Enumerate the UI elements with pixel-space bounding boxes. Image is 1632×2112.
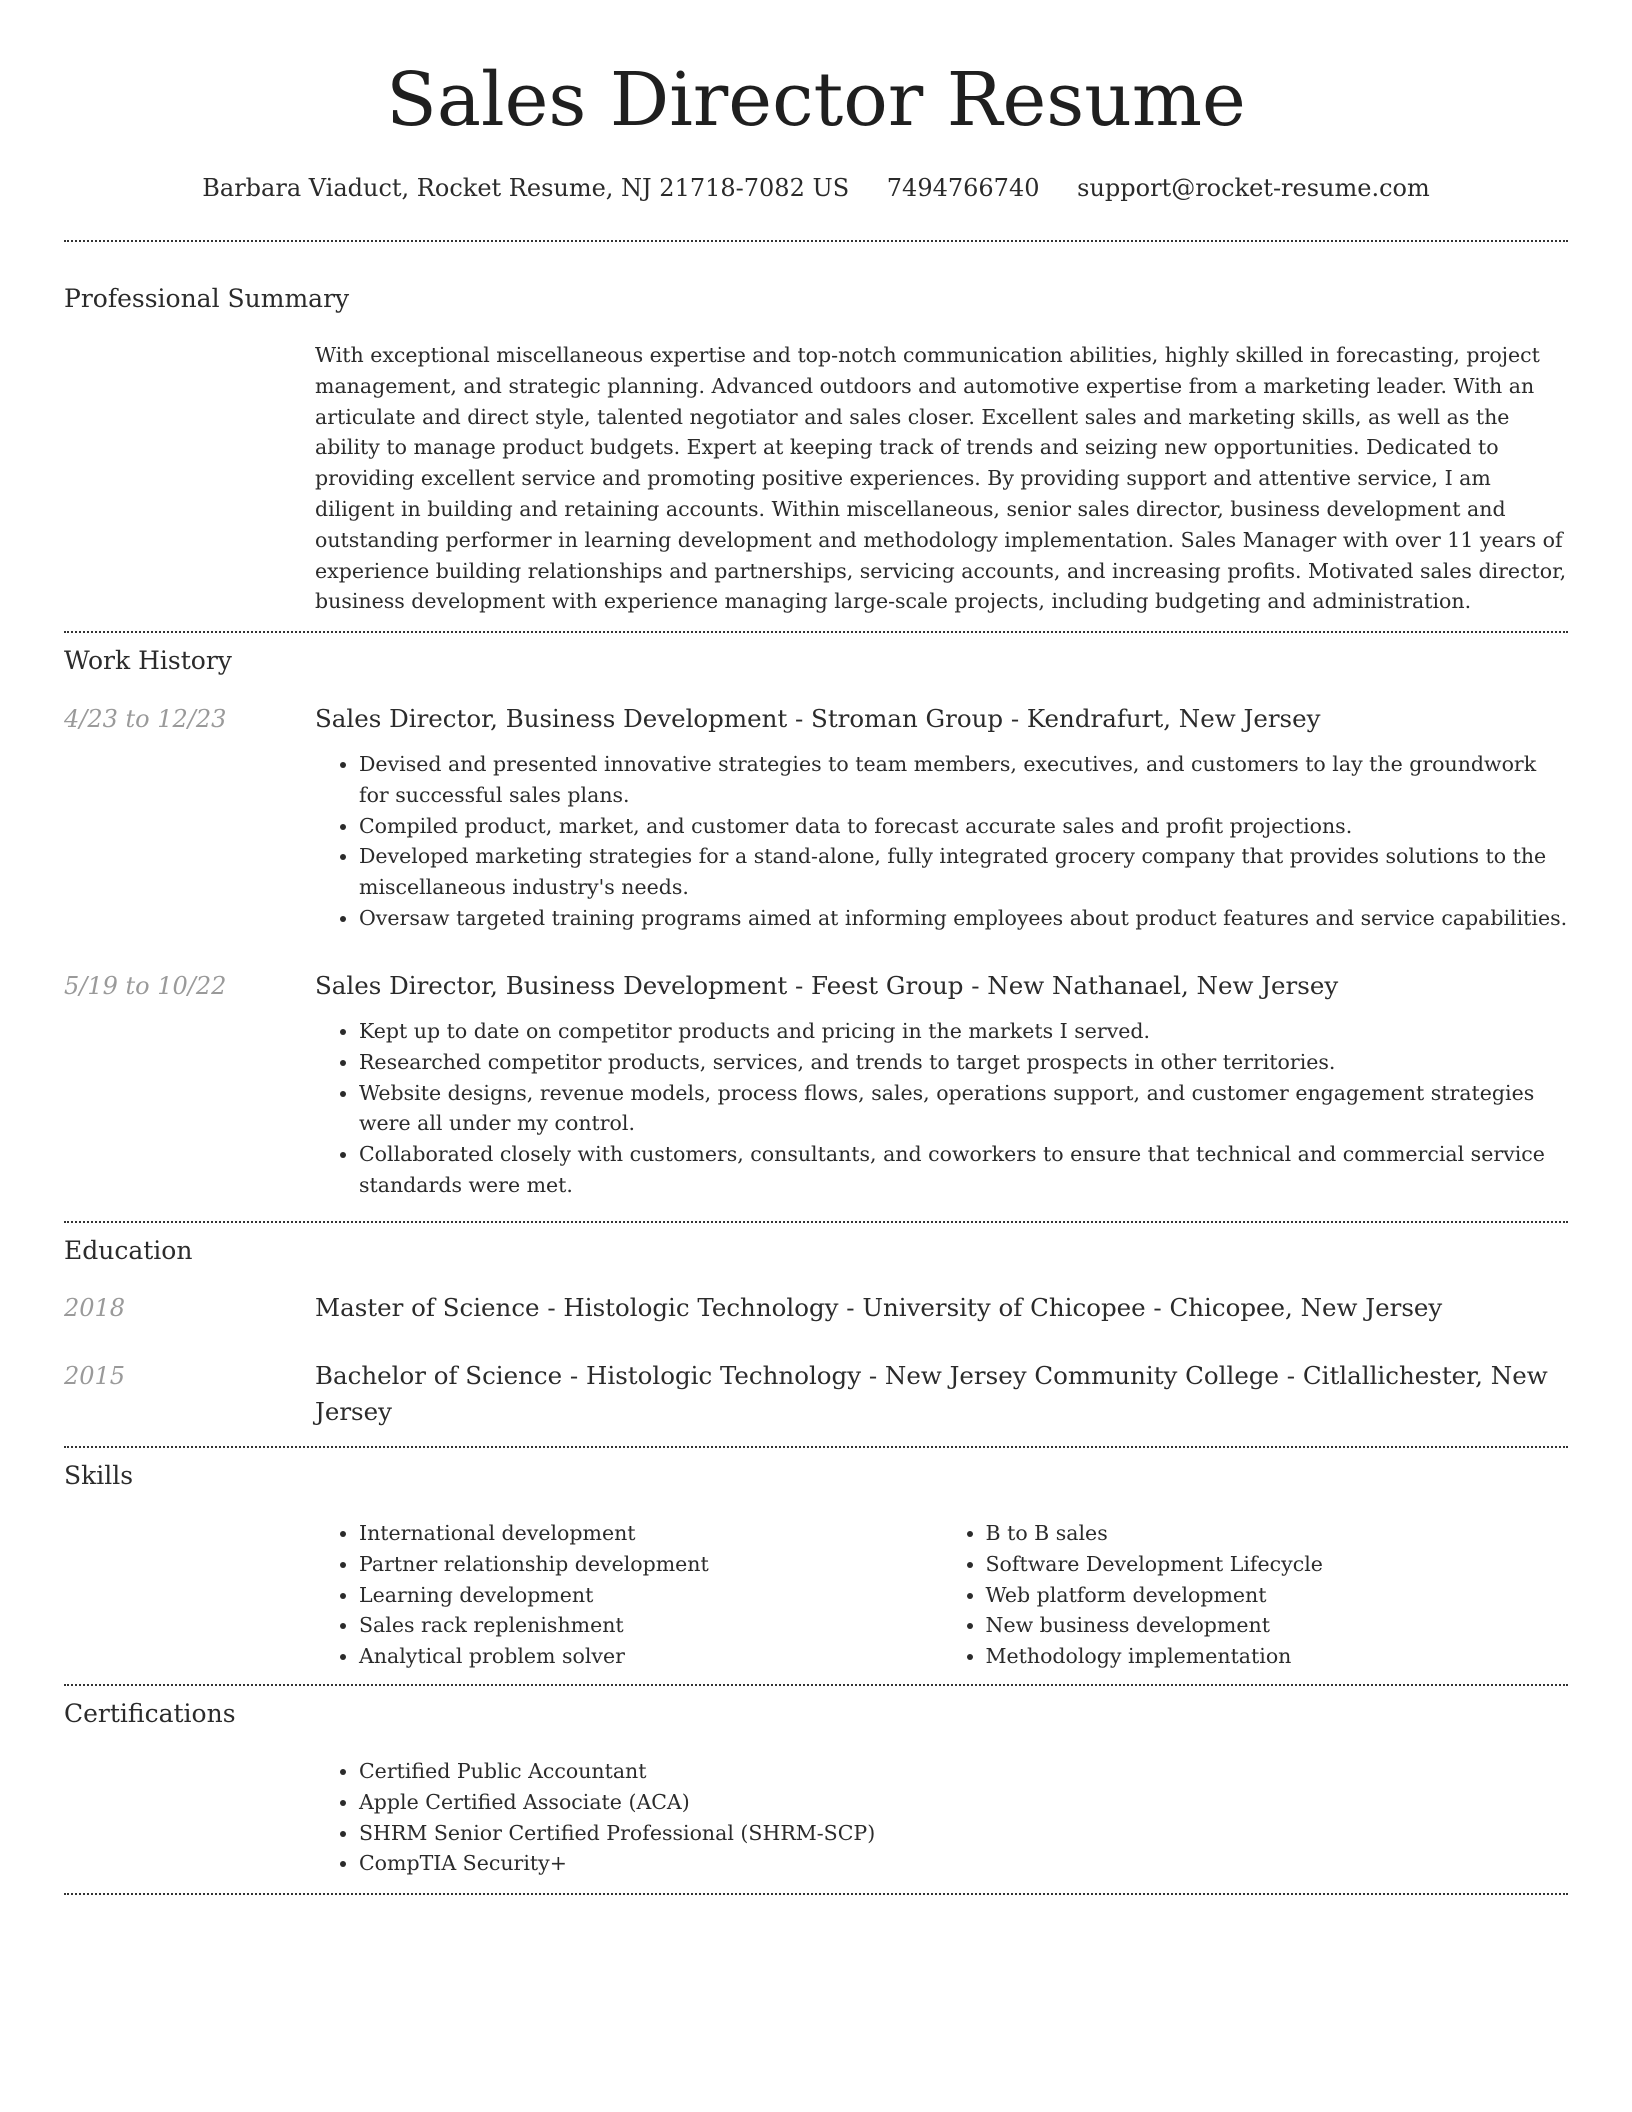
list-item: • Collaborated closely with customers, consultants, and coworkers to ensure that technical and commercial service standards were met.: [359, 1139, 1568, 1201]
job-dates: 5/19 to 10/22: [64, 972, 227, 1000]
list-item: • B to B sales: [986, 1518, 1569, 1549]
summary-section: [315, 340, 1568, 617]
job-bullets: [315, 1016, 1568, 1201]
job-title: Sales Director, Business Development - Feest Group - New Nathanael, New Jersey: [315, 971, 1339, 1000]
divider: [64, 240, 1568, 242]
certifications-section: [315, 1756, 1568, 1879]
list-item: • Developed marketing strategies for a stand-alone, fully integrated grocery company that provides solutions to the miscellaneous industry's needs.: [359, 841, 1568, 903]
education-year: 2018: [64, 1294, 126, 1322]
divider: [64, 1684, 1568, 1686]
list-item: • Partner relationship development: [359, 1549, 942, 1580]
certifications-heading: Certifications: [64, 1699, 236, 1728]
list-item: • Oversaw targeted training programs aimed at informing employees about product features and service capabilities.: [359, 903, 1568, 934]
list-item: • Compiled product, market, and customer data to forecast accurate sales and profit projections.: [359, 811, 1568, 842]
job-entry: [315, 968, 1568, 1201]
skills-list-left: [315, 1518, 942, 1672]
divider: [64, 631, 1568, 633]
education-entry: [315, 1358, 1568, 1430]
list-item: • Website designs, revenue models, process flows, sales, operations support, and customer engagement strategies were all under my control.: [359, 1078, 1568, 1140]
list-item: • Sales rack replenishment: [359, 1610, 942, 1641]
job-title: Sales Director, Business Development - Stroman Group - Kendrafurt, New Jersey: [315, 704, 1321, 733]
list-item: • Software Development Lifecycle: [986, 1549, 1569, 1580]
job-dates: 4/23 to 12/23: [64, 705, 227, 733]
education-title: Master of Science - Histologic Technology - University of Chicopee - Chicopee, New Jersey: [315, 1293, 1443, 1322]
list-item: • CompTIA Security+: [359, 1848, 1568, 1879]
education-title: Bachelor of Science - Histologic Technology - New Jersey Community College - Citlallichester, New Jersey: [315, 1361, 1548, 1426]
list-item: • Kept up to date on competitor products and pricing in the markets I served.: [359, 1016, 1568, 1047]
contact-phone[interactable]: 7494766740: [886, 174, 1040, 202]
certifications-list: [315, 1756, 1568, 1879]
skills-heading: Skills: [64, 1461, 134, 1490]
skills-columns: [315, 1518, 1568, 1672]
divider: [64, 1893, 1568, 1895]
contact-address: Barbara Viaduct, Rocket Resume, NJ 21718-7082 US: [202, 174, 850, 202]
contact-email[interactable]: support@rocket-resume.com: [1077, 174, 1430, 202]
list-item: • Learning development: [359, 1580, 942, 1611]
summary-heading: Professional Summary: [64, 284, 350, 313]
education-year: 2015: [64, 1362, 126, 1390]
education-entry: [315, 1290, 1568, 1326]
job-entry: [315, 701, 1568, 934]
list-item: • Methodology implementation: [986, 1641, 1569, 1672]
list-item: • Analytical problem solver: [359, 1641, 942, 1672]
list-item: • Devised and presented innovative strategies to team members, executives, and customers to lay the groundwork for successful sales plans.: [359, 749, 1568, 811]
list-item: • SHRM Senior Certified Professional (SHRM-SCP): [359, 1818, 1568, 1849]
skills-section: [315, 1518, 1568, 1672]
list-item: • Apple Certified Associate (ACA): [359, 1787, 1568, 1818]
list-item: • International development: [359, 1518, 942, 1549]
list-item: • Certified Public Accountant: [359, 1756, 1568, 1787]
work-history-heading: Work History: [64, 646, 232, 675]
list-item: • Web platform development: [986, 1580, 1569, 1611]
resume-title: Sales Director Resume: [386, 57, 1246, 143]
divider: [64, 1221, 1568, 1223]
divider: [64, 1446, 1568, 1448]
job-bullets: [315, 749, 1568, 934]
list-item: • Researched competitor products, services, and trends to target prospects in other territories.: [359, 1047, 1568, 1078]
summary-text: With exceptional miscellaneous expertise and top-notch communication abilities, highly skilled in forecasting, project management, and strategic planning. Advanced outdoors and automotive expertise from a marketing leader. With an articulate and direct style, talented negotiator and sales closer. Excellent sales and marketing skills, as well as the ability to manage product budgets. Expert at keeping track of trends and seizing new opportunities. Dedicated to providing excellent service and promoting positive experiences. By providing support and attentive service, I am diligent in building and retaining accounts. Within miscellaneous, senior sales director, business development and outstanding performer in learning development and methodology implementation. Sales Manager with over 11 years of experience building relationships and partnerships, servicing accounts, and increasing profits. Motivated sales director, business development with experience managing large-scale projects, including budgeting and administration.: [315, 343, 1567, 614]
list-item: • New business development: [986, 1610, 1569, 1641]
education-heading: Education: [64, 1236, 193, 1265]
skills-list-right: [942, 1518, 1569, 1672]
contact-line: [64, 170, 1568, 206]
